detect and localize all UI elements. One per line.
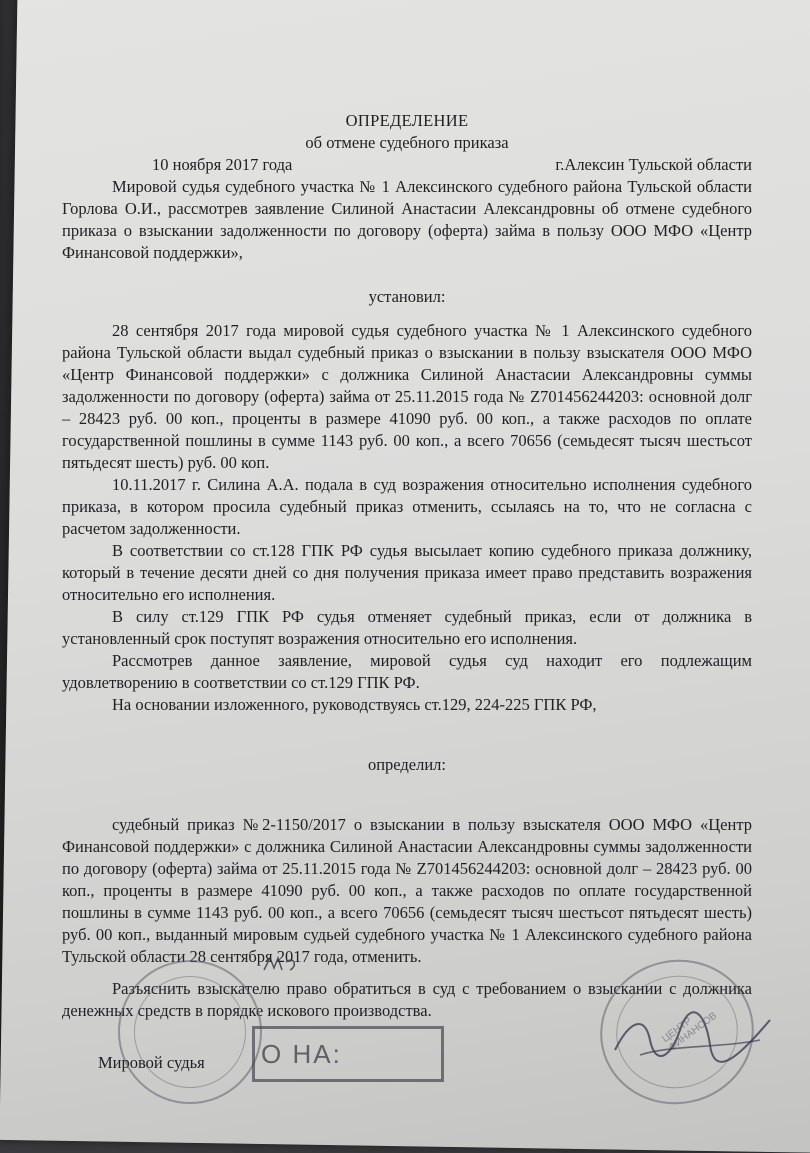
date-place-line xyxy=(62,154,752,176)
document-date: 10 ноября 2017 года xyxy=(152,155,293,174)
paragraph-2: 10.11.2017 г. Силина А.А. подала в суд возражения относительно исполнения судебного приказа, в котором просила судебный приказ отменить, ссылаясь на то, что не согласна с расчетом задолженности. xyxy=(62,475,752,538)
paragraph-4: В силу ст.129 ГПК РФ судья отменяет судебный приказ, если от должника в установленный срок поступят возражения относительно его исполнения. xyxy=(62,607,752,648)
document-title: ОПРЕДЕЛЕНИЕ xyxy=(345,111,469,130)
established-heading: установил: xyxy=(368,287,446,306)
document-place: г.Алексин Тульской области xyxy=(555,155,752,174)
copy-stamp: О НА: xyxy=(252,1026,444,1082)
paragraph-3: В соответствии со ст.128 ГПК РФ судья высылает копию судебного приказа должнику, который в течение десяти дней со дня получения приказа имеет право представить возражения относительно его исполнения. xyxy=(62,541,752,604)
explanation-paragraph: Разъяснить взыскателю право обратиться в суд с требованием о взыскании с должника денежных средств в порядке искового производства. xyxy=(62,979,752,1020)
document-body xyxy=(62,110,752,1074)
document-subtitle: об отмене судебного приказа xyxy=(305,133,509,152)
round-seal-left xyxy=(118,960,262,1104)
handwritten-signature xyxy=(610,1000,780,1070)
paragraph-6: На основании изложенного, руководствуясь ст.129, 224-225 ГПК РФ, xyxy=(112,695,597,714)
initials-mark xyxy=(262,952,302,976)
signature-label: Мировой судья xyxy=(98,1053,205,1072)
paragraph-5: Рассмотрев данное заявление, мировой судья суд находит его подлежащим удовлетворению в соответствии со ст.129 ГПК РФ. xyxy=(62,651,752,692)
decided-heading: определил: xyxy=(367,755,447,774)
paragraph-1: 28 сентября 2017 года мировой судья судебного участка № 1 Алексинского судебного района Тульской области выдал судебный приказ о взыскании в пользу взыскателя ООО МФО «Центр Финансовой поддержки» с должника Силиной Анастасии Александровны суммы задолженности по договору (оферта) займа от 25.11.2015 года № Z701456244203: основной долг – 28423 руб. 00 коп., проценты в размере 41090 руб. 00 коп., а также расходов по оплате государственной пошлины в сумме 1143 руб. 00 коп., а всего 70656 (семьдесят тысяч шестьсот пятьдесят шесть) руб. 00 коп. xyxy=(62,321,752,472)
ruling-paragraph: судебный приказ №2-1150/2017 о взыскании в пользу взыскателя ООО МФО «Центр Финансовой поддержки» с должника Силиной Анастасии Александровны суммы задолженности по договору (оферта) займа от 25.11.2015 года № Z701456244203: основной долг – 28423 руб. 00 коп., проценты в размере 41090 руб. 00 коп., а также расходов по оплате государственной пошлины в сумме 1143 руб. 00 коп., а всего 70656 (семьдесят тысяч шестьсот пятьдесят шесть) руб. 00 коп., выданный мировым судьей судебного участка № 1 Алексинского судебного района Тульской области 28 сентября 2017 года, отменить. xyxy=(62,815,752,966)
intro-paragraph: Мировой судья судебного участка № 1 Алексинского судебного района Тульской области Горлова О.И., рассмотрев заявление Силиной Анастасии Александровны об отмене судебного приказа о взыскании задолженности по договору (оферта) займа в пользу ООО МФО «Центр Финансовой поддержки», xyxy=(62,177,752,262)
seal-text: ЦЕНТР ФИНАНСОВ xyxy=(660,1010,720,1054)
